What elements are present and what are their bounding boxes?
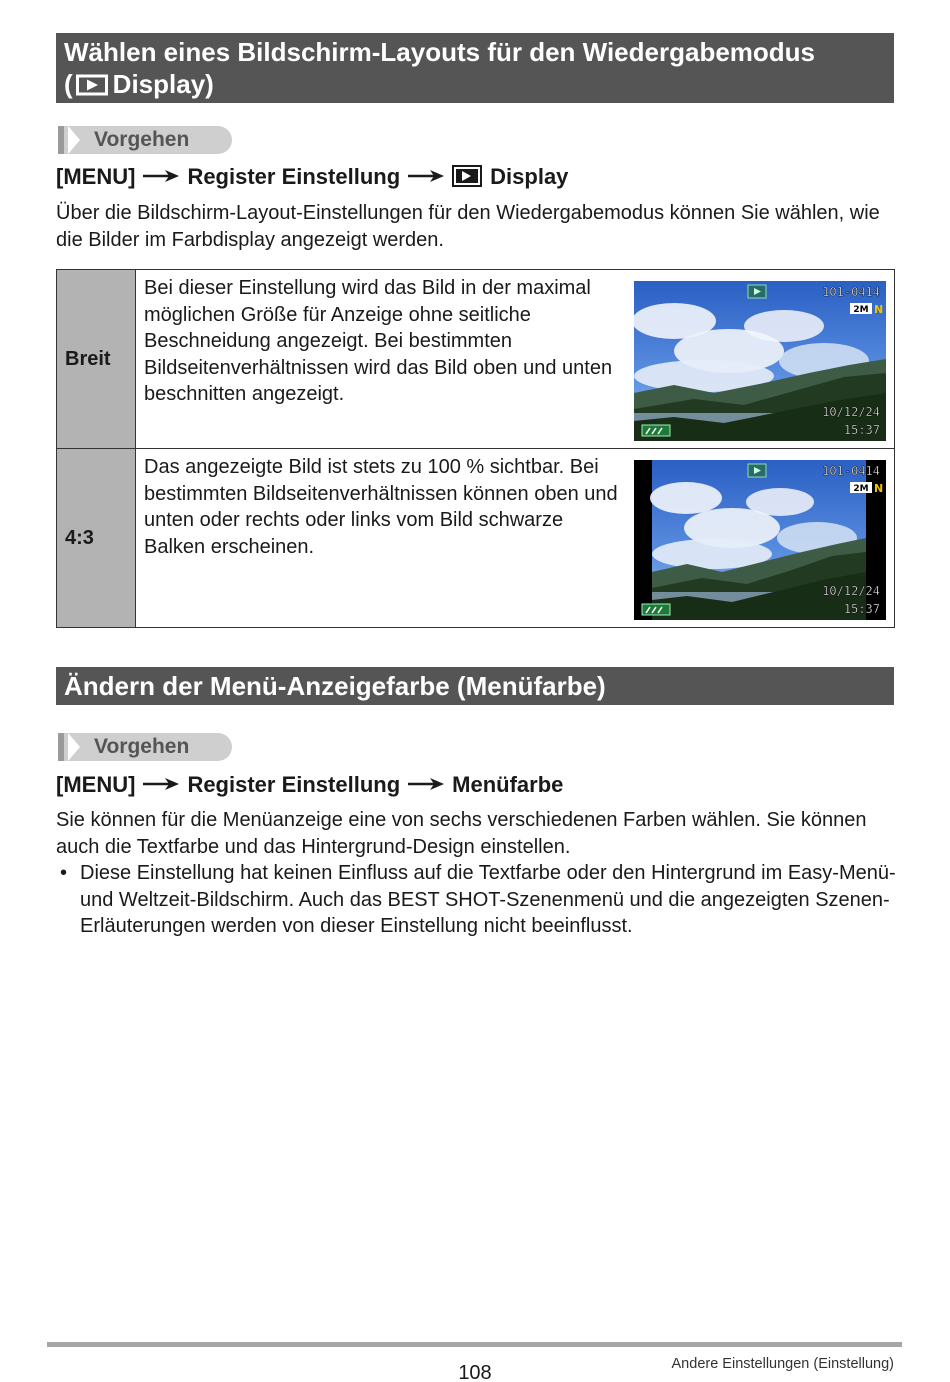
procedure-badge-label: Vorgehen bbox=[94, 128, 190, 151]
arrow-right-icon bbox=[143, 162, 179, 176]
section-title-line1: Wählen eines Bildschirm-Layouts für den Wiedergabemodus bbox=[64, 37, 816, 67]
procedure-badge-label: Vorgehen bbox=[94, 735, 190, 758]
procedure-badge bbox=[58, 733, 232, 761]
option-label: 4:3 bbox=[57, 449, 136, 628]
menu-path-display bbox=[56, 162, 568, 191]
screen-quality: N bbox=[874, 303, 884, 316]
page-number: 108 bbox=[458, 1362, 492, 1382]
badge-lead-bar bbox=[58, 126, 64, 154]
procedure-badge bbox=[58, 126, 232, 154]
option-description-cell bbox=[136, 270, 895, 449]
option-description: Bei dieser Einstellung wird das Bild in der maximal möglichen Größe für Anzeige ohne seitliche Beschneidung angezeigt. Bei bestimmten Bildseitenverhältnissen wird das Bild oben und unten beschnitten angezeigt. bbox=[144, 277, 613, 405]
menu-item-label: Menüfarbe bbox=[452, 772, 564, 797]
table-row bbox=[57, 449, 895, 628]
menu-key-label: [MENU] bbox=[56, 772, 136, 797]
option-description-cell bbox=[136, 449, 895, 628]
intro-paragraph-menu-color: Sie können für die Menüanzeige eine von sechs verschiedenen Farben wählen. Sie können auch die Textfarbe und das Hintergrund-Design einstellen. bbox=[56, 809, 867, 858]
bullet-symbol: • bbox=[60, 862, 68, 884]
arrow-right-icon bbox=[408, 770, 444, 784]
screen-time: 15:37 bbox=[843, 602, 880, 616]
title-open-paren: ( bbox=[64, 69, 73, 99]
menu-path-menu-color bbox=[56, 770, 563, 799]
menu-tab-label: Register Einstellung bbox=[187, 772, 401, 797]
section-title-line2: Display) bbox=[112, 69, 214, 99]
screen-date: 10/12/24 bbox=[822, 405, 880, 419]
screen-file-number: 101-0414 bbox=[822, 285, 880, 299]
option-description: Das angezeigte Bild ist stets zu 100 % sichtbar. Bei bestimmten Bildseitenverhältnissen können oben und unten oder rechts oder links vom Bild schwarze Balken erscheinen. bbox=[144, 456, 618, 558]
screen-date: 10/12/24 bbox=[822, 584, 880, 598]
menu-item-label: Display bbox=[490, 164, 569, 189]
playback-mode-icon bbox=[75, 72, 109, 96]
option-label: Breit bbox=[57, 270, 136, 449]
camera-screen-preview-4-3 bbox=[634, 460, 886, 620]
chapter-title: Andere Einstellungen (Einstellung) bbox=[671, 1356, 894, 1372]
screen-file-number: 101-0414 bbox=[822, 464, 880, 478]
arrow-right-icon bbox=[143, 770, 179, 784]
menu-key-label: [MENU] bbox=[56, 164, 136, 189]
screen-image-size: 2M bbox=[853, 484, 869, 494]
section-title-line2-wrap bbox=[64, 68, 886, 100]
badge-lead-bar bbox=[58, 733, 64, 761]
intro-paragraph-display: Über die Bildschirm-Layout-Einstellungen für den Wiedergabemodus können Sie wählen, wie die Bilder im Farbdisplay angezeigt werden. bbox=[56, 202, 880, 251]
badge-wedge bbox=[68, 126, 80, 154]
layout-options-table bbox=[56, 269, 895, 628]
section-title-menu-color: Ändern der Menü-Anzeigefarbe (Menüfarbe) bbox=[56, 667, 894, 705]
note-bullet-text: Diese Einstellung hat keinen Einfluss auf die Textfarbe oder den Hintergrund im Easy-Menü- und Weltzeit-Bildschirm. Auch das BEST SHOT-Szenenmenü und die angezeigten Szenen-Erläuterungen werden von dieser Einstellung nicht beeinflusst. bbox=[80, 862, 896, 937]
arrow-right-icon bbox=[408, 162, 444, 176]
footer-rule bbox=[47, 1342, 902, 1347]
section-title-display-layout bbox=[56, 33, 894, 103]
badge-wedge bbox=[68, 733, 80, 761]
camera-screen-preview-wide bbox=[634, 281, 886, 441]
menu-tab-label: Register Einstellung bbox=[187, 164, 401, 189]
note-bullet bbox=[56, 860, 898, 940]
playback-mode-icon bbox=[452, 165, 482, 187]
screen-quality: N bbox=[874, 482, 884, 495]
screen-image-size: 2M bbox=[853, 305, 869, 315]
table-row bbox=[57, 270, 895, 449]
screen-time: 15:37 bbox=[843, 423, 880, 437]
